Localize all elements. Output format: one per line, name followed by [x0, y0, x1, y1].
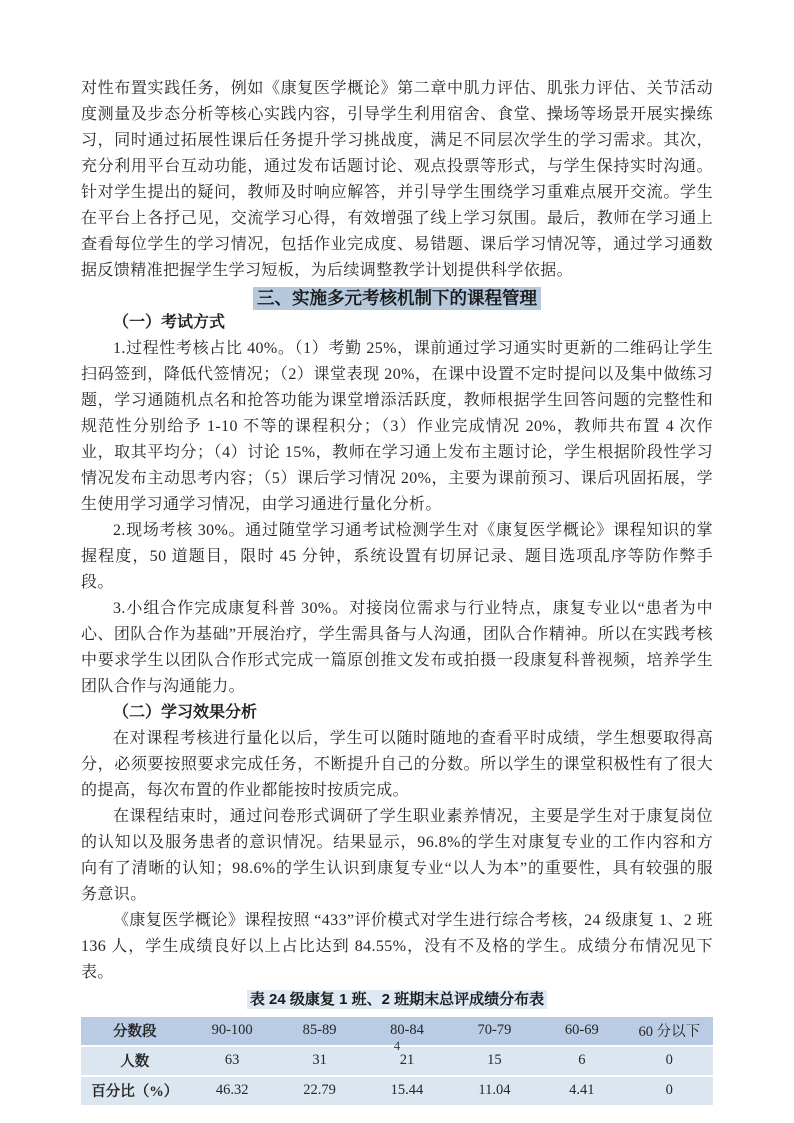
column-header: 90-100: [188, 1017, 275, 1045]
column-header: 85-89: [276, 1017, 363, 1045]
subheading-exam-method: （一）考试方式: [113, 314, 226, 331]
paragraph-survey: 在课程结束时，通过问卷形式调研了学生职业素养情况，主要是学生对于康复岗位的认知以及服务患者的意识情况。结果显示，96.8%的学生对康复专业的工作内容和方向有了清晰的认知；98.6%的学生认识到康复专业“以人为本”的重要性，具有较强的服务意识。: [81, 808, 713, 903]
paragraph-onsite-assessment: 2.现场考核 30%。通过随堂学习通考试检测学生对《康复医学概论》课程知识的掌握程度，50 道题目，限时 45 分钟，系统设置有切屏记录、题目选项乱序等防作弊手段。: [81, 522, 713, 591]
paragraph-intro: 对性布置实践任务，例如《康复医学概论》第二章中肌力评估、肌张力评估、关节活动度测量及步态分析等核心实践内容，引导学生利用宿舍、食堂、操场等场景开展实操练习，同时通过拓展性课后任务提升学习挑战度，满足不同层次学生的学习需求。其次，充分利用平台互动功能，通过发布话题讨论、观点投票等形式，与学生保持实时沟通。针对学生提出的疑问，教师及时响应解答，并引导学生围绕学习重难点展开交流。学生在平台上各抒己见，交流学习心得，有效增强了线上学习氛围。最后，教师在学习通上查看每位学生的学习情况，包括作业完成度、易错题、课后学习情况等，通过学习通数据反馈精准把握学生学习短板，为后续调整教学计划提供科学依据。: [81, 80, 713, 279]
paragraph-process-assessment: 1.过程性考核占比 40%。（1）考勤 25%，课前通过学习通实时更新的二维码让学生扫码签到，降低代签情况；（2）课堂表现 20%，在课中设置不定时提问以及集中做练习题，学习通随机点名和抢答功能为课堂增添活跃度，教师根据学生回答问题的完整性和规范性分别给予 1-10 不等的课程积分；（3）作业完成情况 20%，教师共布置 4 次作业，取其平均分；（4）讨论 15%，教师在学习通上发布主题讨论，学生根据阶段性学习情况发布主动思考内容；（5）课后学习情况 20%，主要为课前预习、课后巩固拓展，学生使用学习通学习情况，由学习通进行量化分析。: [81, 340, 713, 513]
column-header: 60-69: [538, 1017, 625, 1045]
table-cell: 15: [451, 1047, 538, 1075]
section-heading: [81, 286, 713, 310]
paragraph-quantify: 在对课程考核进行量化以后，学生可以随时随地的查看平时成绩，学生想要取得高分，必须要按照要求完成任务，不断提升自己的分数。所以学生的课堂积极性有了很大的提高，每次布置的作业都能按时按质完成。: [81, 730, 713, 799]
table-cell: 63: [188, 1047, 275, 1075]
document-content: [81, 76, 713, 1107]
table-cell: 0: [626, 1047, 713, 1075]
column-header: 70-79: [451, 1017, 538, 1045]
table-cell: 15.44: [363, 1077, 450, 1105]
column-header: 80-84: [363, 1017, 450, 1045]
table-cell: 0: [626, 1077, 713, 1105]
paragraph-group-assessment: 3.小组合作完成康复科普 30%。对接岗位需求与行业特点，康复专业以“患者为中心、团队合作为基础”开展治疗，学生需具备与人沟通，团队合作精神。所以在实践考核中要求学生以团队合作形式完成一篇原创推文发布或拍摄一段康复科普视频，培养学生团队合作与沟通能力。: [81, 600, 713, 695]
page-number: 4: [393, 1038, 401, 1053]
subheading-learning-effect: （二）学习效果分析: [113, 704, 258, 721]
table-cell: 21: [363, 1047, 450, 1075]
table-cell: 4.41: [538, 1077, 625, 1105]
table-cell: 46.32: [188, 1077, 275, 1105]
section-heading-text: 三、实施多元考核机制下的课程管理: [253, 287, 541, 310]
column-header: 60 分以下: [626, 1017, 713, 1045]
table-caption-text: 表 24 级康复 1 班、2 班期末总评成绩分布表: [247, 990, 547, 1009]
table-row-percentage: [81, 1077, 713, 1105]
table-cell: 6: [538, 1047, 625, 1075]
paragraph-overall-result: 《康复医学概论》课程按照 “433”评价模式对学生进行综合考核，24 级康复 1、2 班 136 人，学生成绩良好以上占比达到 84.55%，没有不及格的学生。成绩分布情况见下表。: [81, 912, 713, 981]
table-cell: 11.04: [451, 1077, 538, 1105]
row-label-percentage: 百分比（%）: [81, 1077, 188, 1105]
table-cell: 22.79: [276, 1077, 363, 1105]
row-label-count: 人数: [81, 1047, 188, 1075]
column-header-score-range: 分数段: [81, 1017, 188, 1045]
score-distribution-table: [81, 1015, 713, 1107]
table-caption: [81, 988, 713, 1012]
table-cell: 31: [276, 1047, 363, 1075]
